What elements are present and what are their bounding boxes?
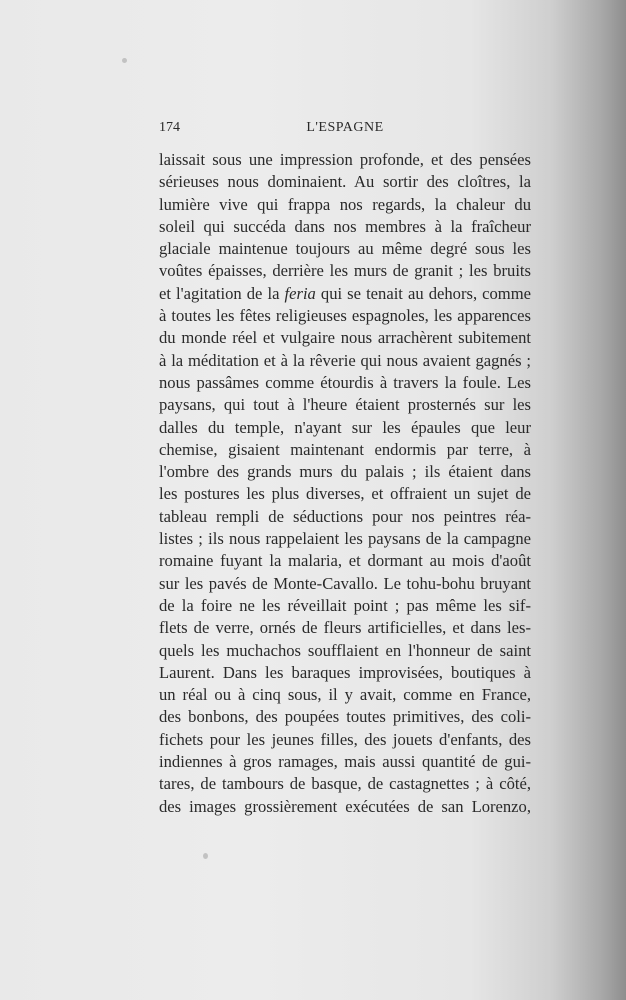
text-line [159,350,531,372]
text-line [159,305,531,327]
text-line [159,729,531,751]
paper-speck [122,58,127,63]
text-segment: soleil qui succéda dans nos membres à la fraîcheur [159,216,531,236]
text-line [159,773,531,795]
text-segment: Laurent. Dans les baraques improvisées, boutiques à [159,662,531,682]
text-line [159,327,531,349]
text-line [159,528,531,550]
text-segment: fichets pour les jeunes filles, des jouets d'enfants, des [159,729,531,749]
text-segment: voûtes épaisses, derrière les murs de granit ; les bruits [159,261,531,281]
text-segment: laissait sous une impression profonde, et des pensées [159,150,531,169]
text-segment: sur les pavés de Monte-Cavallo. Le tohu-bohu bruyant [159,573,531,593]
text-line [159,706,531,728]
text-line [159,751,531,773]
text-line [159,417,531,439]
text-line [159,573,531,595]
text-segment: listes ; ils nous rappelaient les paysans de la campagne [159,529,531,549]
text-segment: un réal ou à cinq sous, il y avait, comme en France, [159,685,531,705]
body-text [159,149,531,818]
text-line [159,439,531,461]
text-segment: paysans, qui tout à l'heure étaient prosternés sur les [159,395,531,415]
text-line [159,483,531,505]
text-line [159,216,531,238]
text-line [159,283,531,305]
text-segment: indiennes à gros ramages, mais aussi quantité de gui- [159,752,531,772]
text-line [159,550,531,572]
text-segment: nous passâmes comme étourdis à travers la foule. Les [159,372,531,392]
text-segment: des images grossièrement exécutées de san Lorenzo, [159,796,531,816]
page-number: 174 [159,120,180,135]
text-line [159,640,531,662]
text-segment: sérieuses nous dominaient. Au sortir des cloîtres, la [159,172,531,192]
text-segment: quels les muchachos soufflaient en l'honneur de saint [159,640,531,660]
text-segment: du monde réel et vulgaire nous arrachèrent subitement [159,328,531,348]
text-segment: chemise, gisaient maintenant endormis par terre, à [159,439,531,459]
text-line [159,149,531,171]
text-segment: les postures les plus diverses, et offraient un sujet de [159,484,531,504]
text-segment: romaine fuyant la malaria, et dormant au mois d'août [159,551,531,571]
text-line [159,194,531,216]
text-line [159,662,531,684]
text-segment: flets de verre, ornés de fleurs artificielles, et dans les- [159,618,531,638]
text-segment: qui se tenait au dehors, comme [315,283,531,303]
paper-speck [203,853,208,859]
text-line [159,684,531,706]
text-line [159,461,531,483]
text-segment: glaciale maintenue toujours au même degré sous les [159,239,531,259]
text-segment: tares, de tambours de basque, de castagnettes ; à côté, [159,774,531,794]
text-line [159,171,531,193]
text-segment: à toutes les fêtes religieuses espagnoles, les apparences [159,306,531,326]
page-header [159,120,531,140]
text-segment: l'ombre des grands murs du palais ; ils étaient dans [159,462,531,482]
text-segment: lumière vive qui frappa nos regards, la chaleur du [159,194,531,214]
running-title: L'ESPAGNE [306,120,384,135]
text-line [159,238,531,260]
text-segment: et l'agitation de la [159,283,285,303]
text-line [159,595,531,617]
text-segment: de la foire ne les réveillait point ; pas même les sif- [159,595,531,615]
text-line [159,394,531,416]
text-segment: des bonbons, des poupées toutes primitives, des coli- [159,707,531,727]
text-segment: dalles du temple, n'ayant sur les épaules que leur [159,417,531,437]
text-line [159,372,531,394]
text-line [159,796,531,818]
text-segment: tableau rempli de séductions pour nos peintres réa- [159,506,531,526]
italic-word: feria [284,283,316,303]
text-segment: à la méditation et à la rêverie qui nous avaient gagnés ; [159,350,531,370]
text-line [159,260,531,282]
text-line [159,617,531,639]
text-line [159,506,531,528]
